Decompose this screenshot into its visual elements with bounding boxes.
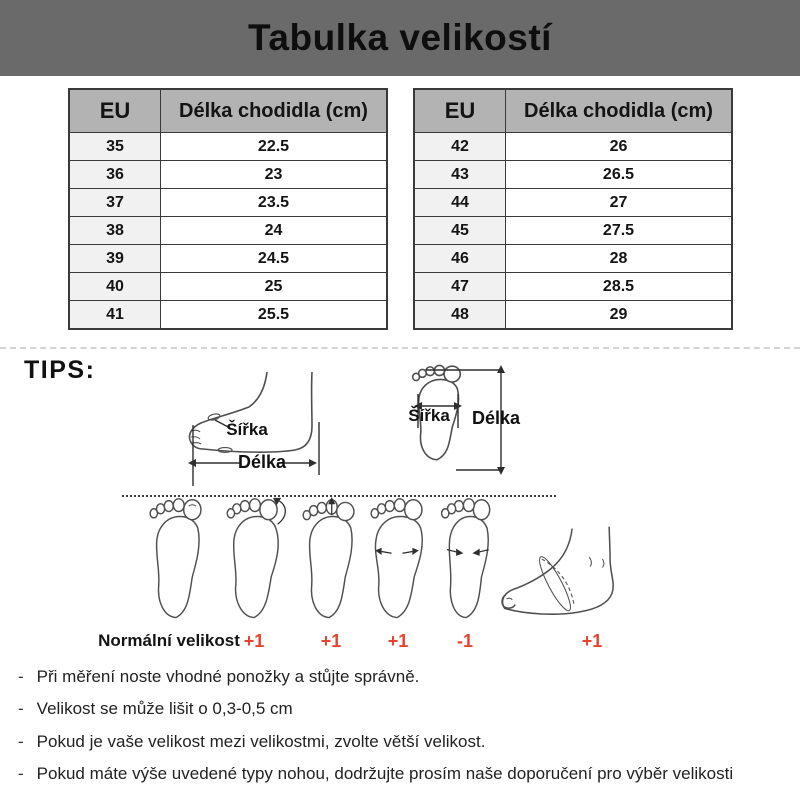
foot-length-cell: 23 — [161, 161, 388, 189]
foot-length-cell: 24.5 — [161, 245, 388, 273]
eu-size-cell: 40 — [69, 273, 161, 301]
tips-heading: TIPS: — [24, 356, 96, 384]
eu-size-cell: 45 — [414, 217, 506, 245]
foot-bunion-illustration — [221, 497, 287, 633]
foot-length-cell: 27.5 — [506, 217, 733, 245]
size-table-right — [413, 88, 733, 330]
table-row — [414, 189, 732, 217]
note-item — [18, 698, 792, 719]
table-row — [69, 301, 387, 330]
column-header: EU — [69, 89, 161, 133]
table-row — [414, 133, 732, 161]
eu-size-cell: 36 — [69, 161, 161, 189]
foot-length-cell: 25.5 — [161, 301, 388, 330]
measurement-notes — [18, 666, 792, 795]
table-row — [69, 133, 387, 161]
note-text: Při měření noste vhodné ponožky a stůjte správně. — [36, 667, 420, 686]
table-row — [69, 161, 387, 189]
foot-length-cell: 26 — [506, 133, 733, 161]
table-row — [69, 189, 387, 217]
foot-high-instep-illustration — [498, 523, 650, 633]
table-row — [414, 301, 732, 330]
column-header: Délka chodidla (cm) — [506, 89, 733, 133]
foot-label-plus1-d: +1 — [581, 631, 603, 651]
table-row — [414, 217, 732, 245]
note-item — [18, 763, 792, 784]
eu-size-cell: 38 — [69, 217, 161, 245]
foot-length-cell: 28 — [506, 245, 733, 273]
note-dash: - — [18, 763, 24, 783]
size-tables — [68, 88, 733, 330]
note-dash: - — [18, 731, 24, 751]
table-row — [414, 245, 732, 273]
foot-label-plus1-b: +1 — [320, 631, 342, 651]
top-length-label: Délka — [471, 408, 521, 428]
foot-length-cell: 22.5 — [161, 133, 388, 161]
note-dash: - — [18, 699, 24, 719]
eu-size-cell: 41 — [69, 301, 161, 330]
side-width-label: Šířka — [226, 420, 268, 439]
note-text: Velikost se může lišit o 0,3-0,5 cm — [36, 699, 293, 719]
table-row — [69, 245, 387, 273]
eu-size-cell: 43 — [414, 161, 506, 189]
table-row — [414, 273, 732, 301]
foot-length-cell: 28.5 — [506, 273, 733, 301]
note-text: Pokud je vaše velikost mezi velikostmi, zvolte větší velikost. — [36, 731, 486, 751]
foot-long-second-toe-illustration — [296, 497, 362, 633]
size-table-left — [68, 88, 388, 330]
column-header: EU — [414, 89, 506, 133]
note-text: Pokud máte výše uvedené typy nohou, dodržujte prosím naše doporučení pro výběr velikosti — [36, 763, 734, 783]
table-row — [414, 161, 732, 189]
foot-length-cell: 23.5 — [161, 189, 388, 217]
eu-size-cell: 48 — [414, 301, 506, 330]
foot-normal-illustration — [143, 497, 209, 633]
note-item — [18, 666, 792, 687]
column-header: Délka chodidla (cm) — [161, 89, 388, 133]
note-item — [18, 731, 792, 752]
foot-label-plus1-c: +1 — [387, 631, 409, 651]
foot-length-cell: 25 — [161, 273, 388, 301]
eu-size-cell: 35 — [69, 133, 161, 161]
page-title: Tabulka velikostí — [248, 17, 552, 58]
foot-label-minus1: -1 — [456, 631, 474, 651]
side-length-label: Délka — [237, 452, 287, 472]
section-divider — [0, 347, 800, 349]
foot-length-cell: 29 — [506, 301, 733, 330]
foot-label-plus1-a: +1 — [243, 631, 265, 651]
note-dash: - — [18, 667, 24, 686]
eu-size-cell: 47 — [414, 273, 506, 301]
foot-length-cell: 26.5 — [506, 161, 733, 189]
foot-length-cell: 27 — [506, 189, 733, 217]
eu-size-cell: 44 — [414, 189, 506, 217]
eu-size-cell: 37 — [69, 189, 161, 217]
foot-label-normal: Normální velikost — [98, 631, 240, 650]
eu-size-cell: 39 — [69, 245, 161, 273]
foot-length-cell: 24 — [161, 217, 388, 245]
top-width-label: Šířka — [408, 406, 450, 425]
foot-narrow-illustration — [434, 497, 500, 633]
eu-size-cell: 46 — [414, 245, 506, 273]
title-banner — [0, 0, 800, 76]
foot-wide-illustration — [364, 497, 430, 633]
table-row — [69, 217, 387, 245]
table-row — [69, 273, 387, 301]
eu-size-cell: 42 — [414, 133, 506, 161]
